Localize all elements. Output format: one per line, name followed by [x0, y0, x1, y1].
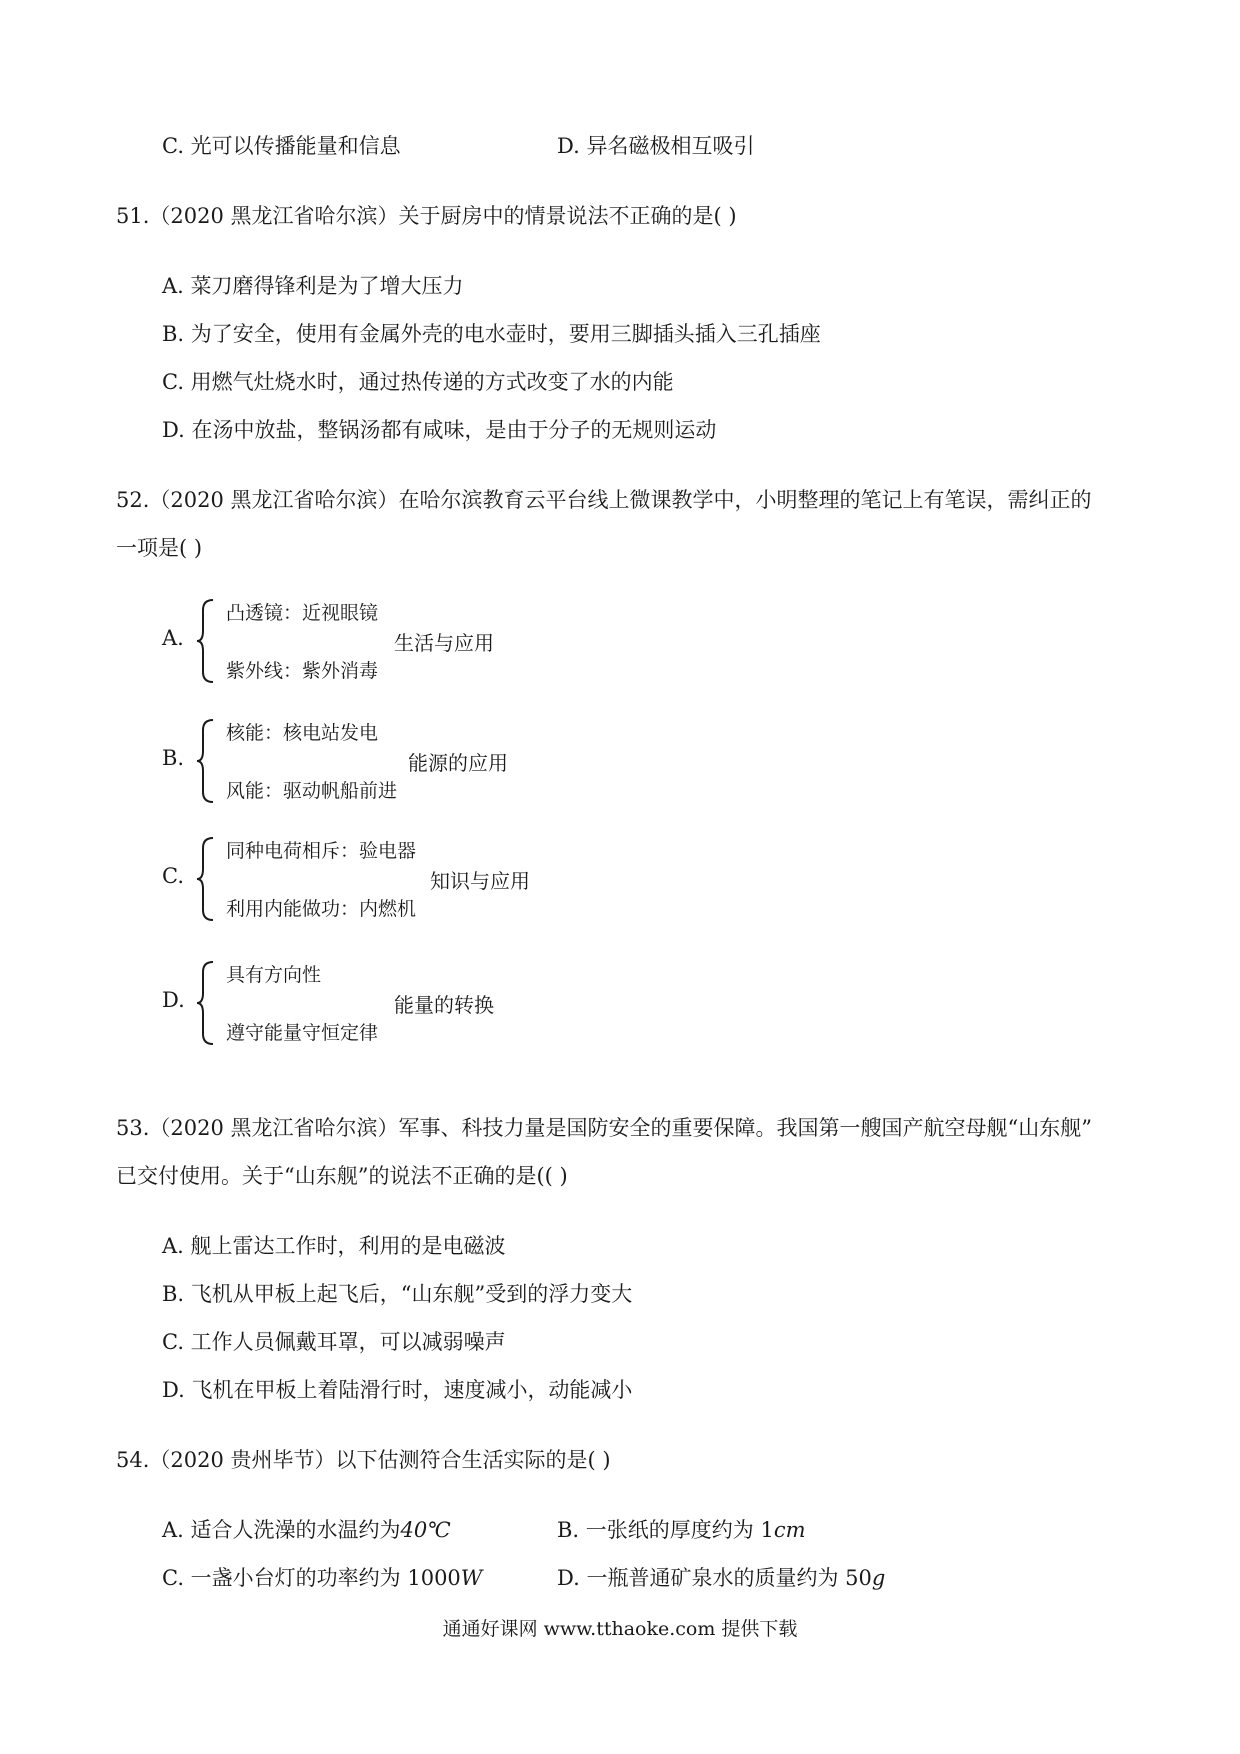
- option-top-text: 凸透镜：近视眼镜: [226, 602, 379, 624]
- q52-option-a: [162, 598, 862, 682]
- option-middle-text: 能源的应用: [408, 751, 508, 775]
- q53-option-a: A. 舰上雷达工作时，利用的是电磁波: [162, 1234, 506, 1258]
- option-text: B. 一张纸的厚度约为 1: [557, 1518, 774, 1542]
- q52-option-d: [162, 960, 862, 1044]
- option-d-prev: D. 异名磁极相互吸引: [557, 134, 755, 158]
- option-value: 40℃: [400, 1518, 451, 1542]
- option-letter: C.: [162, 864, 184, 888]
- q52-stem-line1: 52.（2020 黑龙江省哈尔滨）在哈尔滨教育云平台线上微课教学中，小明整理的笔记上有笔误，需纠正的: [116, 488, 1092, 512]
- left-brace-icon: [195, 960, 217, 1046]
- option-bottom-text: 风能：驱动帆船前进: [226, 780, 398, 802]
- q51-option-a: A. 菜刀磨得锋利是为了增大压力: [162, 274, 464, 298]
- q54-stem: 54.（2020 贵州毕节）以下估测符合生活实际的是( ): [116, 1448, 611, 1472]
- option-text: D. 一瓶普通矿泉水的质量约为 50: [557, 1566, 872, 1590]
- q54-option-b: [557, 1514, 806, 1544]
- option-unit: g: [871, 1566, 886, 1590]
- q53-option-c: C. 工作人员佩戴耳罩，可以减弱噪声: [162, 1330, 506, 1354]
- q54-option-c: [162, 1562, 482, 1592]
- option-bottom-text: 紫外线：紫外消毒: [226, 660, 379, 682]
- q53-option-d: D. 飞机在甲板上着陆滑行时，速度减小，动能减小: [162, 1378, 633, 1402]
- q51-option-c: C. 用燃气灶烧水时，通过热传递的方式改变了水的内能: [162, 370, 674, 394]
- q54-option-d: [557, 1562, 885, 1592]
- option-middle-text: 能量的转换: [394, 993, 494, 1017]
- q53-stem-line1: 53.（2020 黑龙江省哈尔滨）军事、科技力量是国防安全的重要保障。我国第一艘国产航空母舰“山东舰”: [116, 1116, 1092, 1140]
- option-c-prev: C. 光可以传播能量和信息: [162, 134, 401, 158]
- option-bottom-text: 利用内能做功：内燃机: [226, 898, 417, 920]
- left-brace-icon: [195, 598, 217, 684]
- left-brace-icon: [195, 718, 217, 804]
- q51-option-b: B. 为了安全，使用有金属外壳的电水壶时，要用三脚插头插入三孔插座: [162, 322, 821, 346]
- q52-option-b: [162, 718, 862, 802]
- page-footer: 通通好课网 www.tthaoke.com 提供下载: [442, 1618, 798, 1640]
- q52-option-c: [162, 836, 862, 920]
- option-middle-text: 知识与应用: [430, 869, 530, 893]
- option-text: A. 适合人洗澡的水温约为: [162, 1518, 401, 1542]
- option-letter: A.: [162, 626, 184, 650]
- q53-stem-line2: 已交付使用。关于“山东舰”的说法不正确的是(( ): [116, 1164, 568, 1188]
- option-top-text: 具有方向性: [226, 964, 322, 986]
- option-bottom-text: 遵守能量守恒定律: [226, 1022, 379, 1044]
- q52-stem-line2: 一项是( ): [116, 536, 203, 560]
- left-brace-icon: [195, 836, 217, 922]
- option-top-text: 核能：核电站发电: [226, 722, 379, 744]
- option-top-text: 同种电荷相斥：验电器: [226, 840, 417, 862]
- option-unit: W: [460, 1566, 483, 1590]
- option-letter: D.: [162, 988, 185, 1012]
- q54-option-a: [162, 1514, 451, 1544]
- option-text: C. 一盏小台灯的功率约为 1000: [162, 1566, 461, 1590]
- option-letter: B.: [162, 746, 185, 770]
- q51-option-d: D. 在汤中放盐，整锅汤都有咸味，是由于分子的无规则运动: [162, 418, 717, 442]
- q53-option-b: B. 飞机从甲板上起飞后，“山东舰”受到的浮力变大: [162, 1282, 633, 1306]
- option-middle-text: 生活与应用: [394, 631, 494, 655]
- q51-stem: 51.（2020 黑龙江省哈尔滨）关于厨房中的情景说法不正确的是( ): [116, 204, 737, 228]
- option-unit: cm: [773, 1518, 806, 1542]
